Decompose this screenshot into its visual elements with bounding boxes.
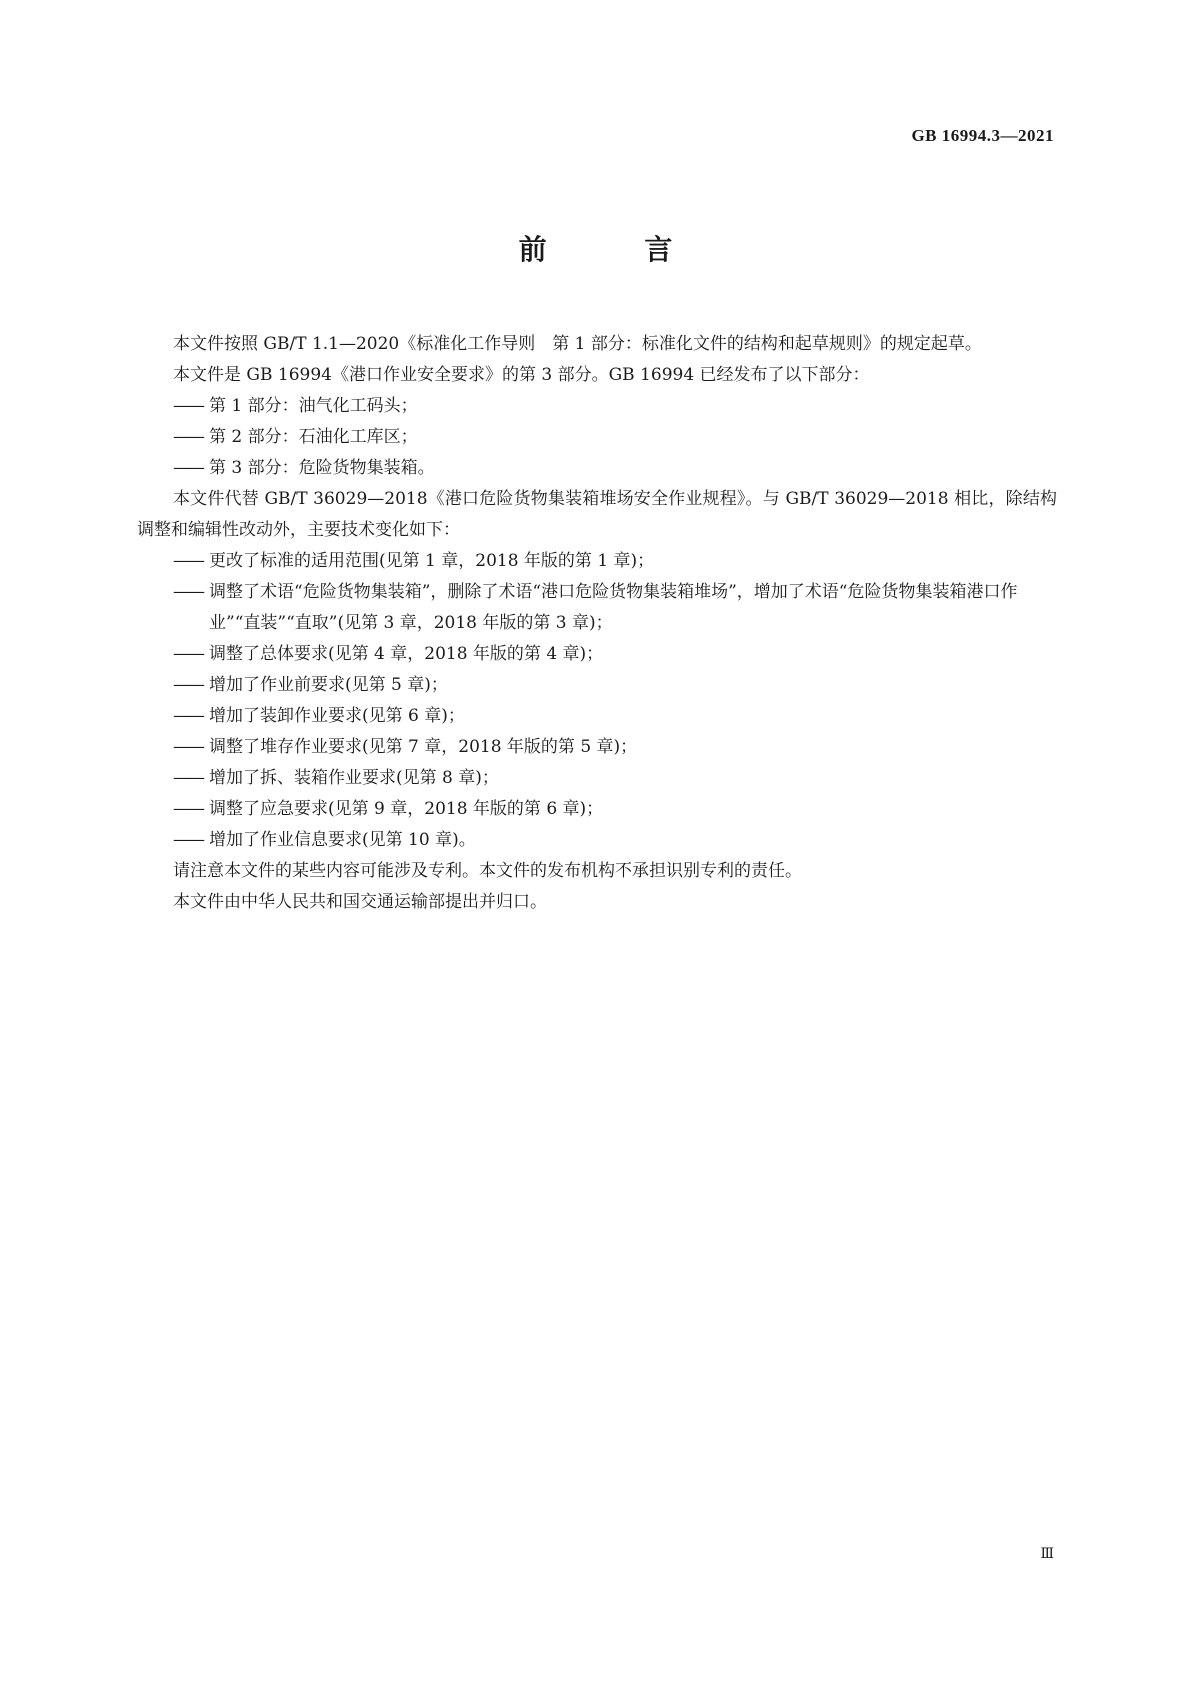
list-item-change (137, 825, 1057, 856)
list-item-text: 调整了堆存作业要求(见第 7 章，2018 年版的第 5 章)； (209, 737, 638, 757)
dash-marker: —— (173, 675, 203, 695)
dash-marker: —— (173, 644, 203, 664)
dash-marker: —— (173, 768, 203, 788)
dash-marker: —— (173, 458, 203, 478)
list-item-text: 增加了作业前要求(见第 5 章)； (209, 675, 448, 695)
foreword-body (137, 329, 1057, 918)
dash-marker: —— (173, 427, 203, 447)
list-item-text: 增加了作业信息要求(见第 10 章)。 (209, 830, 476, 850)
dash-marker: —— (173, 551, 203, 571)
page-title: 前 言 (518, 233, 717, 266)
dash-marker: —— (173, 830, 203, 850)
list-item-text: 第 2 部分：石油化工库区； (209, 427, 418, 447)
list-item-change (137, 763, 1057, 794)
list-item-part (137, 391, 1057, 422)
dash-marker: —— (173, 737, 203, 757)
list-item-text: 增加了装卸作业要求(见第 6 章)； (209, 706, 465, 726)
dash-marker: —— (173, 799, 203, 819)
list-item-part (137, 453, 1057, 484)
paragraph-drafting-rules: 本文件按照 GB/T 1.1—2020《标准化工作导则 第 1 部分：标准化文件的结构和起草规则》的规定起草。 (173, 334, 982, 354)
list-item-change (137, 732, 1057, 763)
dash-marker: —— (173, 706, 203, 726)
list-item-part (137, 422, 1057, 453)
list-item-text: 第 3 部分：危险货物集装箱。 (209, 458, 435, 478)
list-item-change (137, 670, 1057, 701)
list-item-change (137, 701, 1057, 732)
list-item-text: 增加了拆、装箱作业要求(见第 8 章)； (209, 768, 499, 788)
list-item-text: 调整了总体要求(见第 4 章，2018 年版的第 4 章)； (209, 644, 604, 664)
dash-marker: —— (173, 396, 203, 416)
paragraph-replacement-info: 本文件代替 GB/T 36029—2018《港口危险货物集装箱堆场安全作业规程》。与 GB/T 36029—2018 相比，除结构调整和编辑性改动外，主要技术变化如下： (137, 489, 1057, 540)
paragraph-series-info: 本文件是 GB 16994《港口作业安全要求》的第 3 部分。GB 16994 已经发布了以下部分： (173, 365, 870, 385)
list-item-text: 调整了应急要求(见第 9 章，2018 年版的第 6 章)； (209, 799, 604, 819)
list-item-text: 调整了术语“危险货物集装箱”，删除了术语“港口危险货物集装箱堆场”，增加了术语“危险货物集装箱港口作业”“直装”“直取”(见第 3 章，2018 年版的第 3 章)； (209, 582, 1018, 633)
list-item-change (137, 794, 1057, 825)
dash-marker: —— (173, 582, 203, 602)
list-item-change (137, 639, 1057, 670)
document-id: GB 16994.3—2021 (911, 126, 1054, 145)
list-item-change (137, 546, 1057, 577)
list-item-text: 更改了标准的适用范围(见第 1 章，2018 年版的第 1 章)； (209, 551, 655, 571)
paragraph-proposer: 本文件由中华人民共和国交通运输部提出并归口。 (173, 892, 547, 912)
paragraph-patent-notice: 请注意本文件的某些内容可能涉及专利。本文件的发布机构不承担识别专利的责任。 (173, 861, 802, 881)
list-item-change (137, 577, 1057, 639)
list-item-text: 第 1 部分：油气化工码头； (209, 396, 418, 416)
page-number: Ⅲ (1040, 1547, 1054, 1562)
